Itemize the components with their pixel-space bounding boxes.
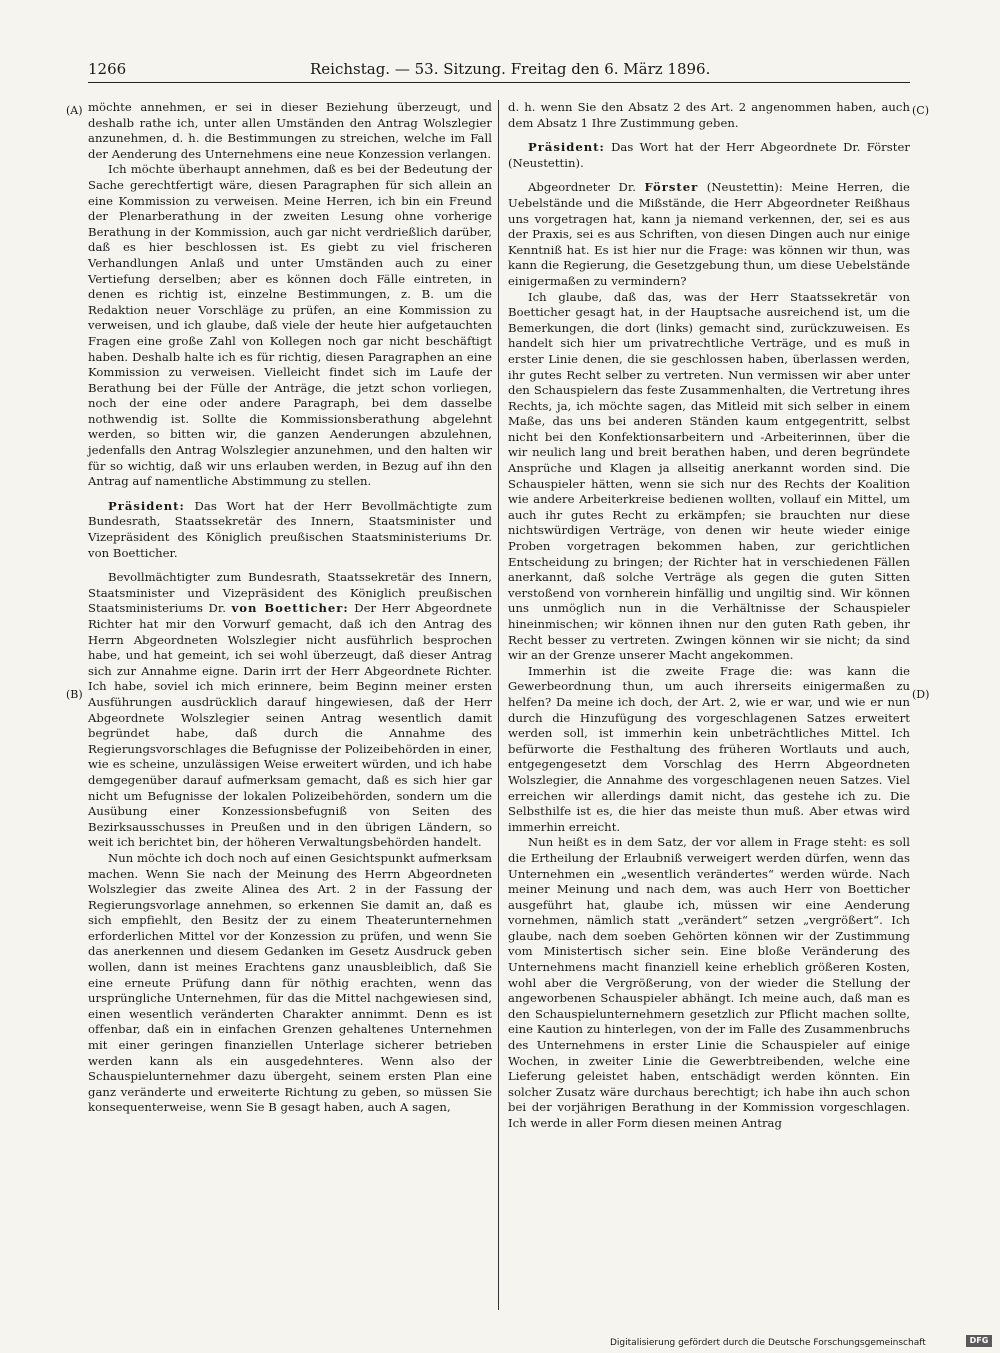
page-title: Reichstag. — 53. Sitzung. Freitag den 6. März 1896. [310,60,711,78]
speech-text: Der Herr Abgeordnete Richter hat mir den Vorwurf gemacht, daß ich den Antrag des Herrn Abgeordneten Wolszlegier nicht ausführlich besprochen habe, und hat gemeint, ich sei wohl überzeugt, daß dieser Antrag sich zur Annahme eigne. Darin irrt der Herr Abgeordnete Richter. Ich habe, soviel ich mich erinnere, beim Beginn meiner ersten Ausführungen ausdrücklich darauf hingewiesen, daß der Herr Abgeordnete Wolszlegier seinen Antrag wesentlich damit begründet habe, daß durch die Annahme des Regierungsvorschlages die Befugnisse der Polizeibehörden in einer, wie es scheine, unzulässigen Weise erweitert würden, und ich habe demgegenüber darauf aufmerksam gemacht, daß es sich hier gar nicht um Befugnisse der lokalen Polizeibehörden, sondern um die Ausübung einer Konzessionsbefugniß von Seiten des Bezirksausschusses in Preußen und in den übrigen Ländern, so weit ich berichtet bin, der höheren Verwaltungsbehörden handelt. [88,601,492,850]
speaker-intro: Bevollmächtigter zum Bundesrath, Staatssekretär des Innern, Staatsminister und Vizepräsident des Königlich preußischen Staatsministeriums Dr. [88,570,492,616]
speech-foerster [508,180,910,289]
speaker-name: Präsident: [528,140,605,155]
margin-marker-b: (B) [66,688,83,701]
speech-text: Meine Herren, die Uebelstände und die Mißstände, die Herr Abgeordneter Reißhaus uns vorgetragen hat, kann ja niemand verkennen, der, sei es aus der Praxis, sei es aus Schriften, von diesen Dingen auch nur einige Kenntniß hat. Es ist hier nur die Frage: was können wir thun, was kann die Regierung, die Gesetzgebung thun, um diese Uebelstände einigermaßen zu vermindern? [508,180,910,288]
paragraph: Ich möchte überhaupt annehmen, daß es bei der Bedeutung der Sache gerechtfertigt wäre, diesen Paragraphen für sich allein an eine Kommission zu verweisen. Meine Herren, ich bin ein Freund der Plenarberathung in der zweiten Lesung ohne vorherige Berathung in der Kommission, auch gar nicht verdrießlich darüber, daß es hier beschlossen ist. Es giebt zu viel frischeren Verhandlungen Anlaß und unter Umständen auch zu einer Vertiefung derselben; aber es können doch Fälle eintreten, in denen es richtig ist, einzelne Bestimmungen, z. B. um die Redaktion neuer Vorschläge zu prüfen, an eine Kommission zu verweisen, und ich glaube, daß viele der heute hier aufgetauchten Fragen eine große Zahl von Kollegen noch gar nicht beschäftigt haben. Deshalb halte ich es für richtig, diesen Paragraphen an eine Kommission zu verweisen. Vielleicht findet sich im Laufe der Berathung bei der Fülle der Anträge, die jetzt schon vorliegen, noch der eine oder andere Paragraph, bei dem dasselbe nothwendig ist. Sollte die Kommissionsberathung abgelehnt werden, so bitten wir, die ganzen Aenderungen abzulehnen, jedenfalls den Antrag Wolszlegier anzunehmen, und den halten wir für so wichtig, daß wir uns erlauben werden, in Bezug auf ihn den Antrag auf namentliche Abstimmung zu stellen. [88,162,492,489]
speech-boetticher [88,570,492,851]
margin-marker-a: (A) [66,104,83,117]
speech-text: Das Wort hat der Herr Abgeordnete Dr. Förster (Neustettin). [508,140,910,170]
header-rule [88,82,910,83]
dfg-logo: DFG [966,1335,992,1347]
left-column [88,100,492,1116]
speech-president [88,499,492,561]
paragraph: Nun heißt es in dem Satz, der vor allem in Frage steht: es soll die Ertheilung der Erlaubniß verweigert werden dürfen, wenn das Unternehmen ein „wesentlich verändertes“ werden würde. Nach meiner Meinung und nach dem, was auch Herr von Boetticher ausgeführt hat, glaube ich, müssen wir eine Aenderung vornehmen, nämlich statt „verändert“ setzen „vergrößert“. Ich glaube, nach dem soeben Gehörten können wir der Zustimmung vom Ministertisch sicher sein. Eine bloße Veränderung des Unternehmens macht finanziell keine erheblich größeren Kosten, wohl aber die Vergrößerung, von der wieder die Stellung der angeworbenen Schauspieler abhängt. Ich meine auch, daß man es den Schauspielunternehmern gesetzlich zur Pflicht machen sollte, eine Kaution zu hinterlegen, von der im Falle des Zusammenbruchs des Unternehmens in erster Linie die Schauspieler auf einige Wochen, in zweiter Linie die Gewerbtreibenden, welche eine Lieferung geleistet haben, entschädigt werden könnten. Ein solcher Zusatz wäre durchaus berechtigt; ich habe ihn auch schon bei der vorjährigen Berathung in der Kommission vorgeschlagen. Ich werde in aller Form diesen meinen Antrag [508,835,910,1130]
speaker-name: Präsident: [108,498,185,513]
margin-marker-c: (C) [912,104,929,117]
margin-marker-d: (D) [912,688,930,701]
speaker-name: von Boetticher: [231,601,349,616]
paragraph: Immerhin ist die zweite Frage die: was kann die Gewerbeordnung thun, um auch ihrerseits einigermaßen zu helfen? Da meine ich doch, der Art. 2, wie er war, und wie er nun durch die Hinzufügung des vorgeschlagenen Satzes erweitert werden soll, ist immerhin kein unbeträchtliches Mittel. Ich befürworte die Festhaltung des früheren Wortlauts und auch, entgegengesetzt dem Vorschlag des Herrn Abgeordneten Wolszlegier, die Annahme des vorgeschlagenen neuen Satzes. Viel erreichen wir allerdings damit nicht, das gestehe ich zu. Die Selbsthilfe ist es, die hier das meiste thun muß. Aber etwas wird immerhin erreicht. [508,663,910,834]
footer-credit: Digitalisierung gefördert durch die Deutsche Forschungsgemeinschaft [610,1338,926,1348]
speaker-place: (Neustettin): [706,180,783,195]
speaker-intro: Abgeordneter Dr. [528,180,636,195]
page-number: 1266 [88,60,127,78]
paragraph: möchte annehmen, er sei in dieser Beziehung überzeugt, und deshalb rathe ich, unter allen Umständen den Antrag Wolszlegier anzunehmen, d. h. die Bestimmungen zu streichen, welche im Fall der Aenderung des Unternehmens eine neue Konzession verlangen. [88,100,492,161]
paragraph: Ich glaube, daß das, was der Herr Staatssekretär von Boetticher gesagt hat, in der Hauptsache ausreichend ist, um die Bemerkungen, die dort (links) gemacht sind, zurückzuweisen. Es handelt sich hier um privatrechtliche Verträge, und es muß in erster Linie denen, die sie geschlossen haben, überlassen werden, ihr gutes Recht selber zu vertreten. Nun vermissen wir aber unter den Schauspielern das feste Zusammenhalten, die Vertretung ihres Rechts, ja, ich möchte sagen, das Mitleid mit sich selber in einem Maße, das uns bei anderen Ständen kaum entgegentritt, selbst nicht bei den Konfektionsarbeitern und -Arbeiterinnen, über die wir neulich lang und breit berathen haben, und deren begründete Ansprüche und Klagen ja allseitig anerkannt worden sind. Die Schauspieler hätten, wenn sie sich nur des Rechts der Koalition wie andere Arbeiterkreise bedienen wollten, vollauf ein Mittel, um auch ihr gutes Recht zu erkämpfen; sie brauchten nur diese nichtswürdigen Verträge, von denen wir heute wieder einige Proben vorgetragen bekommen haben, zur gerichtlichen Entscheidung zu bringen; der Richter hat in verschiedenen Fällen anerkannt, daß solche Verträge als gegen die guten Sitten verstoßend von vornherein hinfällig und ungiltig sind. Wir können uns unmöglich nun in die Verhältnisse der Schauspieler hineinmischen; wir können ihnen nur den guten Rath geben, ihr Recht besser zu vertreten. Zwingen können wir sie nicht; da sind wir an der Grenze unserer Macht angekommen. [508,289,910,663]
speech-text: Das Wort hat der Herr Bevollmächtigte zum Bundesrath, Staatssekretär des Innern, Staatsminister und Vizepräsident des Königlich preußischen Staatsministeriums Dr. von Boetticher. [88,498,492,560]
speaker-name: Förster [644,180,699,195]
running-header [88,60,918,82]
right-column [508,100,910,1132]
speech-president [508,140,910,171]
paragraph: d. h. wenn Sie den Absatz 2 des Art. 2 angenommen haben, auch dem Absatz 1 Ihre Zustimmung geben. [508,100,910,130]
column-divider [498,100,499,1310]
paragraph: Nun möchte ich doch noch auf einen Gesichtspunkt aufmerksam machen. Wenn Sie nach der Meinung des Herrn Abgeordneten Wolszlegier das zweite Alinea des Art. 2 in der Fassung der Regierungsvorlage annehmen, so erkennen Sie damit an, daß es sich empfiehlt, den Besitz der zu einem Theaterunternehmen erforderlichen Mittel vor der Konzession zu prüfen, und wenn Sie das anerkennen und diesem Gedanken im Gesetz Ausdruck geben wollen, dann ist meines Erachtens ganz unausbleiblich, daß Sie eine erneute Prüfung dann für nöthig erachten, wenn das ursprüngliche Unternehmen, für das die Mittel nachgewiesen sind, einen wesentlich veränderten Charakter annimmt. Denn es ist offenbar, daß ein in einfachen Grenzen gehaltenes Unternehmen mit einer geringen finanziellen Unterlage sicherer betrieben werden kann als ein ausgedehnteres. Wenn also der Schauspielunternehmer dazu übergeht, seinem ersten Plan eine ganz veränderte und erweiterte Richtung zu geben, so müssen Sie konsequenterweise, wenn Sie B gesagt haben, auch A sagen, [88,850,492,1115]
